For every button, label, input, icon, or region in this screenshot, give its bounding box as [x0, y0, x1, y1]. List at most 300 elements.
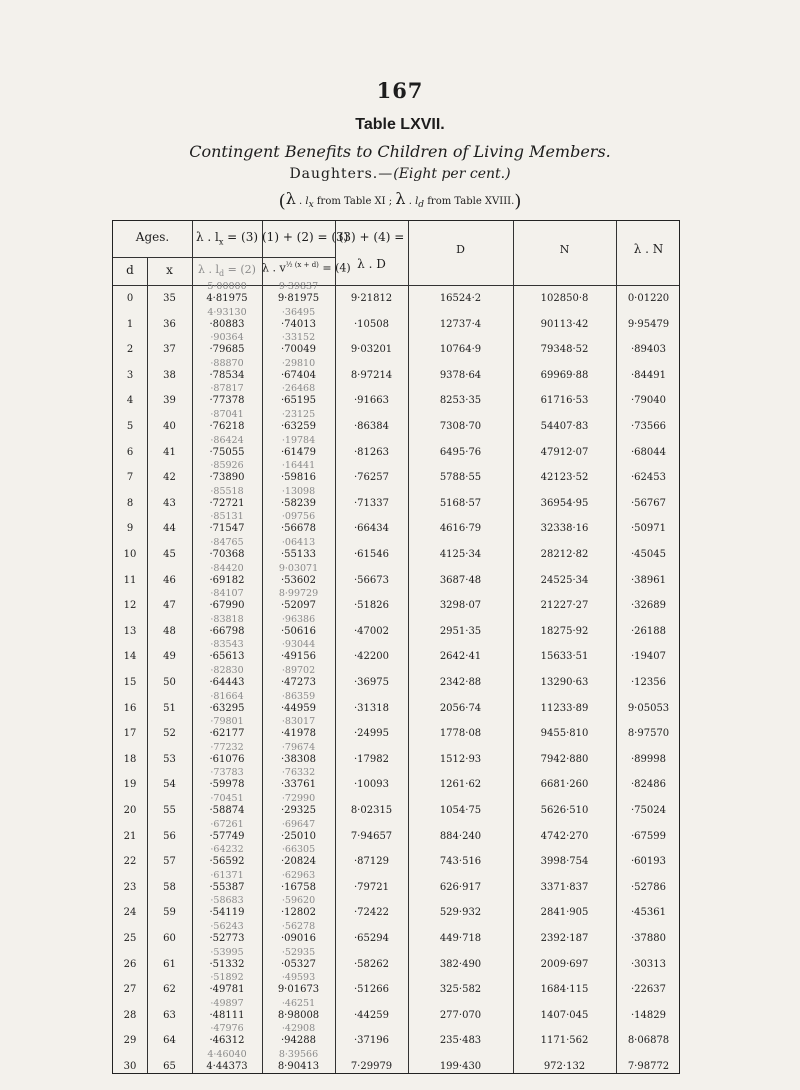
cell-lv: ·25010 — [281, 830, 316, 842]
cell-x: 46 — [163, 574, 176, 586]
cell-d: 1 — [126, 318, 134, 330]
cell-lx: ·48111 — [209, 1009, 245, 1021]
cell-lD: ·47002 — [354, 625, 389, 637]
cell-lD: ·76257 — [354, 472, 389, 484]
cell-ld-sub: ·86424 — [210, 434, 244, 446]
cell-d: 4 — [126, 395, 134, 407]
cell-x: 47 — [163, 600, 176, 612]
cell-lv: ·74013 — [281, 318, 316, 330]
cell-lv-sub: ·16441 — [281, 460, 316, 472]
cell-ld-sub: ·82830 — [210, 665, 244, 676]
cell-N: 6681·260 — [540, 779, 589, 791]
cell-x: 42 — [163, 472, 176, 484]
cell-lN: 9·05053 — [627, 702, 670, 714]
cell-x: 59 — [163, 907, 176, 919]
cell-lN: 8·06878 — [627, 1035, 670, 1047]
cell-lv-sub: ·59620 — [281, 895, 316, 907]
cell-D: 7308·70 — [439, 421, 482, 432]
cell-lv-sub: ·46251 — [281, 997, 316, 1009]
cell-d: 28 — [123, 1009, 137, 1021]
cell-d: 26 — [123, 958, 137, 970]
cell-x: 61 — [163, 958, 176, 970]
cell-lx: ·76218 — [209, 421, 245, 432]
cell-D: 12737·4 — [439, 318, 482, 330]
cell-lx: ·46312 — [209, 1035, 245, 1047]
cell-lv-sub: 9·39837 — [278, 281, 319, 292]
cell-ld-sub: ·70451 — [210, 793, 244, 804]
cell-x: 55 — [163, 805, 176, 816]
cell-lx: ·67990 — [209, 600, 245, 612]
cell-lD: ·42200 — [354, 651, 389, 663]
header-ages: Ages. — [135, 230, 170, 244]
section-name: Daughters. — [289, 166, 379, 182]
cell-lx: ·64443 — [209, 677, 245, 688]
cell-x: 63 — [163, 1009, 176, 1021]
cell-lv: ·50616 — [281, 625, 316, 637]
cell-lN: ·75024 — [631, 805, 666, 816]
cell-D: 8253·35 — [439, 395, 482, 407]
cell-lv-sub: ·09756 — [281, 511, 316, 523]
cell-N: 2841·905 — [540, 907, 589, 919]
cell-d: 14 — [123, 651, 137, 663]
cell-D: 743·516 — [439, 856, 482, 868]
cell-x: 49 — [163, 651, 176, 663]
cell-N: 90113·42 — [540, 318, 589, 330]
cell-x: 43 — [163, 497, 176, 509]
cell-lx: ·70368 — [209, 549, 245, 560]
header-sum-3: (1) + (2) = (3) — [262, 230, 349, 244]
header-d: d — [126, 263, 134, 277]
header-x: x — [166, 263, 173, 277]
cell-d: 0 — [126, 293, 134, 304]
cell-x: 62 — [163, 984, 176, 996]
cell-d: 9 — [126, 523, 134, 535]
cell-lv-sub: ·76332 — [281, 767, 316, 779]
cell-lv: ·59816 — [281, 472, 316, 484]
cell-lN: ·30313 — [631, 958, 666, 970]
cell-lv: 8·98008 — [277, 1009, 320, 1021]
cell-N: 24525·34 — [540, 574, 589, 586]
cell-lx: ·49781 — [209, 984, 245, 996]
cell-D: 2342·88 — [439, 677, 482, 688]
cell-lx: ·52773 — [209, 933, 245, 944]
cell-lv: ·58239 — [281, 497, 316, 509]
cell-ld-sub: ·77232 — [210, 741, 244, 753]
cell-ld-sub: ·84765 — [210, 537, 244, 548]
cell-lD: 7·94657 — [350, 830, 393, 842]
cell-lD: ·24995 — [354, 728, 389, 740]
cell-D: 1054·75 — [439, 805, 482, 816]
cell-lN: ·14829 — [631, 1009, 666, 1021]
cell-lD: 8·97214 — [350, 369, 393, 381]
cell-N: 36954·95 — [540, 497, 589, 509]
cell-ld-sub: ·83818 — [210, 613, 244, 625]
cell-lN: ·32689 — [631, 600, 666, 612]
cell-ld-sub: ·61371 — [210, 869, 244, 881]
cell-D: 10764·9 — [439, 344, 482, 356]
cell-D: 4616·79 — [439, 523, 482, 535]
header-ld: λ . $l_d = (2)$ — [198, 263, 256, 279]
cell-d: 15 — [123, 677, 137, 688]
cell-lv: ·33761 — [281, 779, 316, 791]
cell-N: 18275·92 — [540, 625, 589, 637]
cell-lx: ·65613 — [209, 651, 245, 663]
cell-N: 4742·270 — [540, 830, 589, 842]
cell-d: 29 — [123, 1035, 137, 1047]
cell-lx: ·62177 — [209, 728, 245, 740]
interest-rate: (Eight per cent.) — [393, 166, 511, 182]
cell-lv-sub: ·72990 — [281, 793, 316, 804]
cell-ld-sub: ·88870 — [210, 357, 244, 369]
cell-ld-sub: ·83543 — [210, 639, 244, 651]
cell-lN: ·56767 — [631, 497, 666, 509]
cell-N: 47912·07 — [540, 446, 589, 458]
cell-lN: 9·95479 — [627, 318, 670, 330]
cell-lN: ·26188 — [631, 625, 666, 637]
cell-D: 1261·62 — [439, 779, 482, 791]
cell-N: 28212·82 — [540, 549, 589, 560]
cell-D: 2642·41 — [439, 651, 482, 663]
cell-lD: 9·03201 — [350, 344, 393, 356]
cell-d: 18 — [123, 753, 137, 765]
cell-lv: ·09016 — [281, 933, 316, 944]
cell-lv-sub: ·13098 — [281, 485, 316, 497]
cell-ld-sub: ·90364 — [210, 332, 244, 344]
cell-D: 382·490 — [439, 958, 482, 970]
cell-x: 45 — [163, 549, 176, 560]
cell-D: 626·917 — [439, 881, 482, 893]
cell-lD: ·58262 — [354, 958, 389, 970]
cell-d: 30 — [123, 1061, 137, 1072]
cell-ld-sub: ·84420 — [210, 562, 244, 574]
cell-N: 61716·53 — [540, 395, 589, 407]
cell-lN: 0·01220 — [627, 293, 670, 304]
cell-lv-sub: ·36495 — [281, 306, 316, 318]
cell-lx: ·75055 — [209, 446, 245, 458]
cell-lv: ·47273 — [281, 677, 316, 688]
header-lv: λ . $v^{\frac{1}{2} (x + d)} = (4)$ — [262, 261, 351, 275]
cell-D: 9378·64 — [439, 369, 482, 381]
cell-x: 35 — [163, 293, 176, 304]
cell-lN: ·68044 — [631, 446, 666, 458]
cell-lx: 4·81975 — [206, 293, 248, 304]
cell-lv: ·44959 — [281, 702, 316, 714]
cell-lv: 9·01673 — [277, 984, 320, 996]
cell-d: 21 — [123, 830, 137, 842]
cell-D: 277·070 — [439, 1009, 482, 1021]
cell-lN: ·73566 — [631, 421, 666, 432]
cell-N: 972·132 — [543, 1061, 586, 1072]
table-subtitle: Contingent Benefits to Children of Living Members. — [189, 142, 611, 161]
page-number: 167 — [376, 78, 424, 103]
cell-lD: ·66434 — [354, 523, 389, 535]
cell-lx: ·71547 — [209, 523, 245, 535]
cell-lx: ·79685 — [209, 344, 245, 356]
cell-d: 6 — [126, 446, 134, 458]
cell-lv: ·52097 — [281, 600, 316, 612]
cell-ld-sub: ·56243 — [210, 921, 244, 932]
header-D: D — [456, 243, 465, 256]
cell-lD: ·56673 — [354, 574, 389, 586]
cell-D: 1512·93 — [439, 753, 482, 765]
cell-N: 102850·8 — [540, 293, 589, 304]
cell-N: 9455·810 — [540, 728, 589, 740]
cell-lv-sub: ·23125 — [281, 409, 316, 420]
cell-ld-sub: ·64232 — [210, 844, 244, 856]
cell-N: 2392·187 — [540, 933, 589, 944]
cell-lx: ·63295 — [209, 702, 245, 714]
cell-lv: 8·90413 — [277, 1061, 320, 1072]
cell-lv-sub: ·29810 — [281, 357, 316, 369]
cell-lv: ·41978 — [281, 728, 316, 740]
cell-lv-sub: 9·03071 — [278, 562, 319, 574]
cell-lv: ·12802 — [281, 907, 316, 919]
cell-lv-sub: ·66305 — [281, 844, 316, 856]
cell-x: 52 — [163, 728, 176, 740]
cell-lD: ·81263 — [354, 446, 389, 458]
cell-lx: ·78534 — [209, 369, 245, 381]
cell-lv-sub: ·96386 — [281, 613, 316, 625]
cell-ld-sub: ·47976 — [210, 1023, 244, 1035]
cell-ld-sub: ·67261 — [210, 818, 244, 830]
cell-lN: ·22637 — [631, 984, 666, 996]
cell-lv-sub: ·06413 — [281, 537, 316, 548]
cell-lx: ·54119 — [209, 907, 245, 919]
cell-ld-sub: ·85926 — [210, 460, 244, 472]
cell-D: 4125·34 — [439, 549, 482, 560]
cell-lD: ·31318 — [354, 702, 389, 714]
cell-lx: ·61076 — [209, 753, 245, 765]
cell-x: 54 — [163, 779, 176, 791]
cell-N: 2009·697 — [540, 958, 589, 970]
cell-lD: ·79721 — [354, 881, 389, 893]
cell-lv: ·29325 — [281, 805, 316, 816]
cell-D: 2056·74 — [439, 702, 482, 714]
cell-lN: ·52786 — [631, 881, 666, 893]
cell-N: 11233·89 — [540, 702, 589, 714]
source-note: (λ . lx from Table XI ; λ . ld from Table XVIII.) — [278, 189, 522, 212]
source-note-part2: from Table XVIII. — [427, 196, 515, 207]
cell-x: 65 — [163, 1061, 176, 1072]
cell-lv-sub: ·33152 — [281, 332, 316, 344]
cell-N: 15633·51 — [540, 651, 589, 663]
cell-ld-sub: 4·93130 — [207, 306, 247, 318]
cell-N: 69969·88 — [540, 369, 589, 381]
cell-x: 48 — [163, 625, 176, 637]
cell-N: 13290·63 — [540, 677, 589, 688]
cell-ld-sub: ·73783 — [210, 767, 244, 779]
cell-lx: ·73890 — [209, 472, 245, 484]
cell-d: 23 — [123, 881, 137, 893]
cell-lv-sub: 8·39566 — [278, 1049, 319, 1060]
cell-lx: ·56592 — [209, 856, 245, 868]
cell-lD: 7·29979 — [350, 1061, 393, 1072]
cell-x: 37 — [163, 344, 176, 356]
cell-lv-sub: 8·99729 — [278, 588, 319, 600]
cell-D: 6495·76 — [439, 446, 482, 458]
cell-lv: ·55133 — [281, 549, 316, 560]
cell-lD: ·44259 — [354, 1009, 389, 1021]
cell-x: 41 — [163, 446, 176, 458]
cell-lx: ·57749 — [209, 830, 245, 842]
cell-lD: 9·21812 — [350, 293, 393, 304]
cell-lN: ·79040 — [631, 395, 666, 407]
cell-N: 32338·16 — [540, 523, 589, 535]
cell-d: 12 — [123, 600, 137, 612]
cell-lv-sub: ·42908 — [281, 1023, 316, 1035]
cell-d: 10 — [123, 549, 137, 560]
cell-d: 17 — [123, 728, 137, 740]
cell-lv-sub: ·79674 — [281, 741, 316, 753]
cell-lv: ·16758 — [281, 881, 316, 893]
cell-lD: ·10508 — [354, 318, 389, 330]
cell-D: 199·430 — [439, 1061, 482, 1072]
cell-lv: ·65195 — [281, 395, 316, 407]
cell-lN: 7·98772 — [627, 1061, 670, 1072]
cell-N: 3998·754 — [540, 856, 589, 868]
cell-N: 54407·83 — [540, 421, 589, 432]
cell-lD: ·72422 — [354, 907, 389, 919]
cell-x: 50 — [163, 677, 176, 688]
cell-lN: ·67599 — [631, 830, 666, 842]
cell-lx: 4·44373 — [206, 1061, 248, 1072]
cell-lN: ·62453 — [631, 472, 666, 484]
cell-lv-sub: ·49593 — [281, 972, 316, 984]
cell-lv-sub: ·26468 — [281, 383, 316, 395]
cell-ld-sub: 4·46040 — [207, 1049, 247, 1060]
cell-x: 51 — [163, 702, 176, 714]
cell-lv: ·67404 — [281, 369, 316, 381]
cell-d: 8 — [126, 497, 134, 509]
cell-lD: ·86384 — [354, 421, 389, 432]
cell-lD: ·71337 — [354, 497, 389, 509]
cell-lv: ·94288 — [281, 1035, 316, 1047]
cell-lv-sub: ·93044 — [281, 639, 316, 651]
cell-d: 19 — [123, 779, 137, 791]
cell-lv-sub: ·83017 — [281, 716, 316, 728]
cell-ld-sub: ·87041 — [210, 409, 244, 420]
cell-lv: ·63259 — [281, 421, 316, 432]
cell-lx: ·69182 — [209, 574, 245, 586]
cell-lx: ·77378 — [209, 395, 245, 407]
cell-d: 13 — [123, 625, 137, 637]
cell-D: 5168·57 — [439, 497, 482, 509]
cell-D: 16524·2 — [439, 293, 482, 304]
cell-ld-sub: ·81664 — [210, 690, 244, 702]
cell-lv: ·49156 — [281, 651, 316, 663]
cell-lN: ·19407 — [631, 651, 666, 663]
header-N: N — [559, 243, 570, 256]
cell-N: 5626·510 — [540, 805, 589, 816]
cell-x: 38 — [163, 369, 176, 381]
cell-lD: ·37196 — [354, 1035, 389, 1047]
cell-ld-sub: ·79801 — [210, 716, 244, 728]
cell-d: 7 — [126, 472, 134, 484]
cell-d: 3 — [126, 369, 134, 381]
cell-d: 24 — [123, 907, 137, 919]
cell-lv-sub: ·86359 — [281, 690, 316, 702]
cell-d: 11 — [123, 574, 137, 586]
cell-D: 884·240 — [439, 830, 482, 842]
cell-lD: ·17982 — [354, 753, 389, 765]
cell-lv-sub: ·62963 — [281, 869, 316, 881]
cell-lN: ·38961 — [631, 574, 666, 586]
cell-N: 21227·27 — [540, 600, 589, 612]
cell-N: 1407·045 — [540, 1009, 589, 1021]
header-lx: λ . $l_x = (3)$ — [195, 230, 259, 247]
cell-ld-sub: 5·00000 — [207, 281, 247, 292]
cell-lx: ·72721 — [209, 497, 245, 509]
cell-lv: 9·81975 — [277, 293, 320, 304]
cell-ld-sub: ·85518 — [210, 485, 244, 497]
cell-d: 20 — [123, 805, 137, 816]
cell-lx: ·66798 — [209, 625, 245, 637]
cell-N: 7942·880 — [540, 753, 589, 765]
cell-x: 64 — [163, 1035, 176, 1047]
cell-N: 1171·562 — [540, 1035, 589, 1047]
header-lN: λ . N — [633, 242, 664, 256]
cell-lx: ·59978 — [209, 779, 245, 791]
cell-D: 5788·55 — [439, 472, 482, 484]
cell-ld-sub: ·58683 — [210, 895, 244, 907]
cell-N: 42123·52 — [540, 472, 589, 484]
cell-ld-sub: ·87817 — [210, 383, 244, 395]
cell-lv-sub: ·19784 — [281, 434, 316, 446]
cell-x: 36 — [163, 318, 176, 330]
cell-lN: ·45045 — [631, 549, 666, 560]
cell-D: 529·932 — [439, 907, 482, 919]
cell-lx: ·55387 — [209, 881, 245, 893]
cell-d: 27 — [123, 984, 137, 996]
cell-x: 40 — [163, 421, 176, 432]
cell-ld-sub: ·84107 — [210, 588, 244, 600]
cell-ld-sub: ·85131 — [210, 511, 244, 523]
cell-D: 449·718 — [439, 933, 482, 944]
cell-lN: ·37880 — [631, 933, 666, 944]
cell-d: 5 — [126, 421, 134, 432]
data-table — [112, 220, 680, 1074]
cell-lD: ·36975 — [354, 677, 389, 688]
cell-lv: ·53602 — [281, 574, 316, 586]
cell-D: 3687·48 — [439, 574, 482, 586]
cell-N: 1684·115 — [540, 984, 589, 996]
cell-D: 1778·08 — [439, 728, 482, 740]
cell-lN: ·84491 — [631, 369, 666, 381]
cell-x: 44 — [163, 523, 176, 535]
cell-lv: ·20824 — [281, 856, 316, 868]
cell-d: 2 — [126, 344, 134, 356]
cell-lD: ·61546 — [354, 549, 389, 560]
cell-lD: ·87129 — [354, 856, 389, 868]
cell-D: 325·582 — [439, 984, 482, 996]
cell-lv: ·56678 — [281, 523, 316, 535]
section-heading: Daughters.—(Eight per cent.) — [289, 166, 511, 182]
header-sum-4: (3) + (4) = — [338, 230, 405, 244]
table-title: Table LXVII. — [355, 116, 445, 133]
cell-lv: ·38308 — [281, 753, 316, 765]
cell-lx: ·51332 — [209, 958, 245, 970]
cell-lN: ·89998 — [631, 753, 666, 765]
cell-d: 22 — [123, 856, 137, 868]
cell-lD: 8·02315 — [350, 805, 393, 816]
cell-lN: ·45361 — [631, 907, 666, 919]
cell-D: 235·483 — [439, 1035, 482, 1047]
cell-d: 16 — [123, 702, 137, 714]
cell-lv: ·70049 — [281, 344, 316, 356]
cell-lD: ·91663 — [354, 395, 389, 407]
cell-N: 79348·52 — [540, 344, 589, 356]
cell-lN: ·60193 — [631, 856, 666, 868]
